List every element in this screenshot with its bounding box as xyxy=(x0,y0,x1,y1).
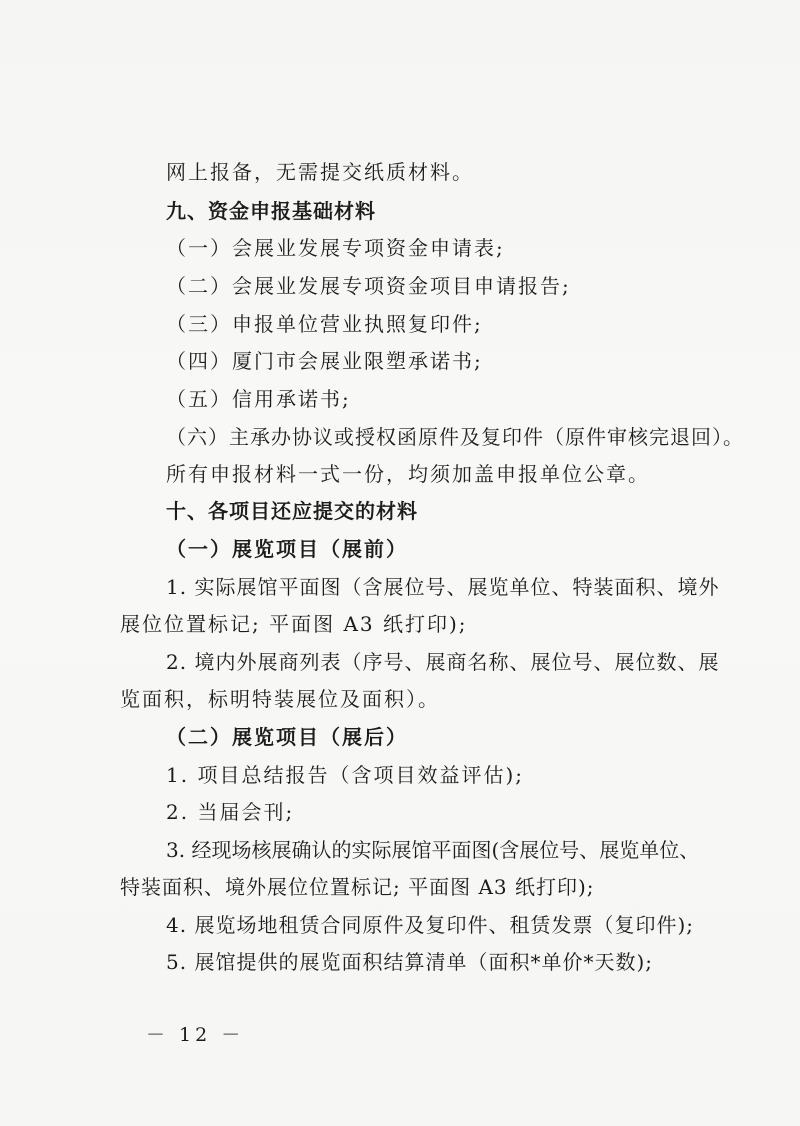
list-item: 2. 当届会刊; xyxy=(166,800,295,824)
paragraph-line: 展位位置标记; 平面图 A3 纸打印); xyxy=(120,612,468,636)
list-item: （四）厦门市会展业限塑承诺书; xyxy=(166,349,483,373)
list-item: 4. 展览场地租赁合同原件及复印件、租赁发票（复印件); xyxy=(166,913,694,937)
list-item: （一）会展业发展专项资金申请表; xyxy=(166,236,505,260)
subsection-heading: （一）展览项目（展前） xyxy=(166,537,408,561)
section-heading-ten: 十、各项目还应提交的材料 xyxy=(166,499,418,523)
paragraph-line: 览面积，标明特装展位及面积）。 xyxy=(120,687,440,711)
paragraph-line: 网上报备，无需提交纸质材料。 xyxy=(166,160,474,184)
list-item: （五）信用承诺书; xyxy=(166,387,351,411)
page-number: － 12 － xyxy=(146,1024,245,1046)
section-heading-nine: 九、资金申报基础材料 xyxy=(166,199,376,223)
list-item: 3. 经现场核展确认的实际展馆平面图(含展位号、展览单位、 xyxy=(166,838,700,862)
paragraph-line: 所有申报材料一式一份，均须加盖申报单位公章。 xyxy=(166,462,650,486)
subsection-heading: （二）展览项目（展后） xyxy=(166,725,408,749)
list-item: （三）申报单位营业执照复印件; xyxy=(166,312,483,336)
list-item: 1. 实际展馆平面图（含展位号、展览单位、特装面积、境外 xyxy=(166,575,720,599)
list-item: （六）主承办协议或授权函原件及复印件（原件审核完退回）。 xyxy=(166,425,744,449)
paragraph-line: 特装面积、境外展位位置标记; 平面图 A3 纸打印); xyxy=(120,875,595,899)
list-item: 2. 境内外展商列表（序号、展商名称、展位号、展位数、展 xyxy=(166,650,720,674)
list-item: 5. 展馆提供的展览面积结算清单（面积*单价*天数); xyxy=(166,950,653,974)
list-item: （二）会展业发展专项资金项目申请报告; xyxy=(166,274,571,298)
list-item: 1. 项目总结报告（含项目效益评估); xyxy=(166,763,524,787)
